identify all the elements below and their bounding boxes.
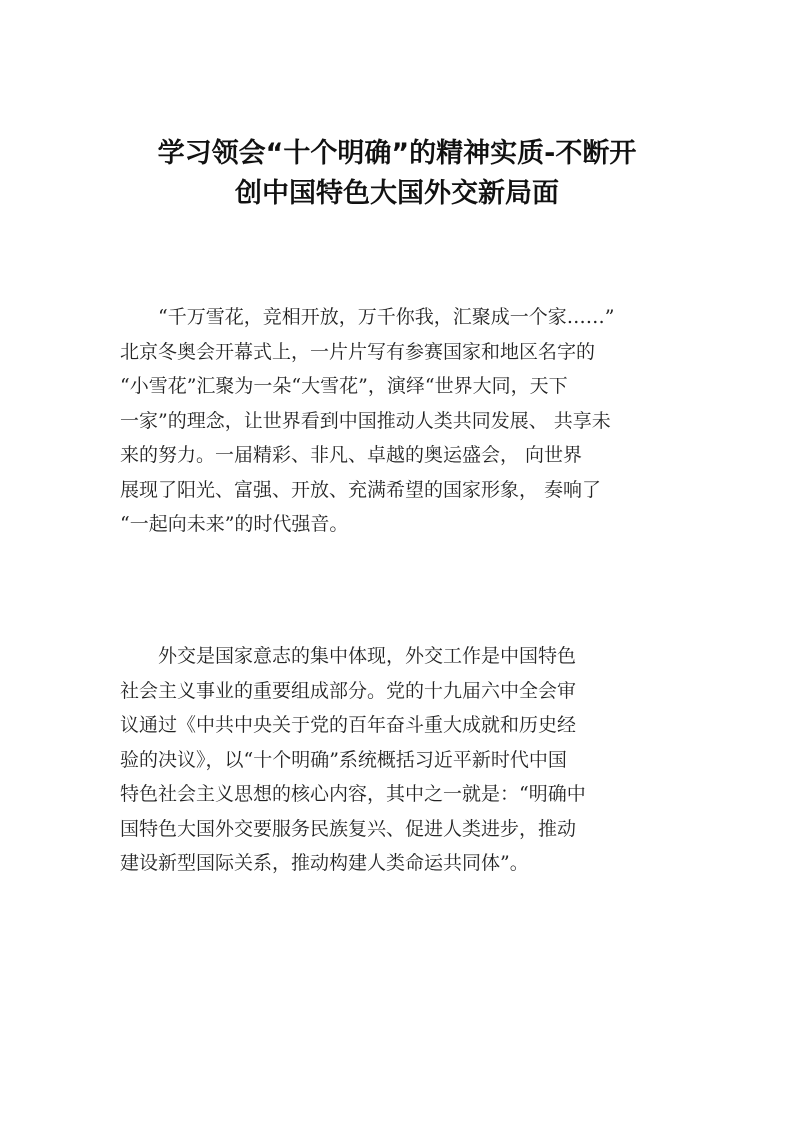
paragraph-line: 议通过《中共中央关于党的百年奋斗重大成就和历史经 [120, 714, 577, 736]
paragraph-line: 验的决议》，以“十个明确”系统概括习近平新时代中国 [120, 748, 567, 771]
paragraph-line: 来的努力。一届精彩、非凡、卓越的奥运盛会， 向世界 [120, 444, 583, 466]
paragraph-1 [120, 300, 680, 542]
document-title [100, 134, 694, 214]
paragraph-line: 北京冬奥会开幕式上，一片片写有参赛国家和地区名字的 [120, 340, 596, 363]
paragraph-line: “千万雪花，竞相开放，万千你我，汇聚成一个家……” [158, 306, 615, 328]
paragraph-2 [120, 639, 680, 881]
paragraph-line: 一家”的理念，让世界看到中国推动人类共同发展、 共享未 [120, 409, 611, 432]
paragraph-line: “一起向未来”的时代强音。 [120, 513, 349, 535]
paragraph-line: 社会主义事业的重要组成部分。党的十九届六中全会审 [120, 679, 577, 702]
paragraph-line: 特色社会主义思想的核心内容，其中之一就是：“明确中 [120, 783, 586, 805]
paragraph-line: 展现了阳光、富强、开放、充满希望的国家形象， 奏响了 [120, 478, 602, 501]
paragraph-line: 建设新型国际关系，推动构建人类命运共同体”。 [120, 852, 529, 874]
paragraph-line: 外交是国家意志的集中体现，外交工作是中国特色 [158, 645, 577, 667]
title-line-2: 创中国特色大国外交新局面 [235, 178, 559, 209]
paragraph-line: “小雪花”汇聚为一朵“大雪花”，演绎“世界大同，天下 [120, 375, 568, 397]
paragraph-line: 国特色大国外交要服务民族复兴、促进人类进步，推动 [120, 817, 577, 840]
title-line-1: 学习领会“十个明确”的精神实质-不断开 [157, 138, 637, 169]
